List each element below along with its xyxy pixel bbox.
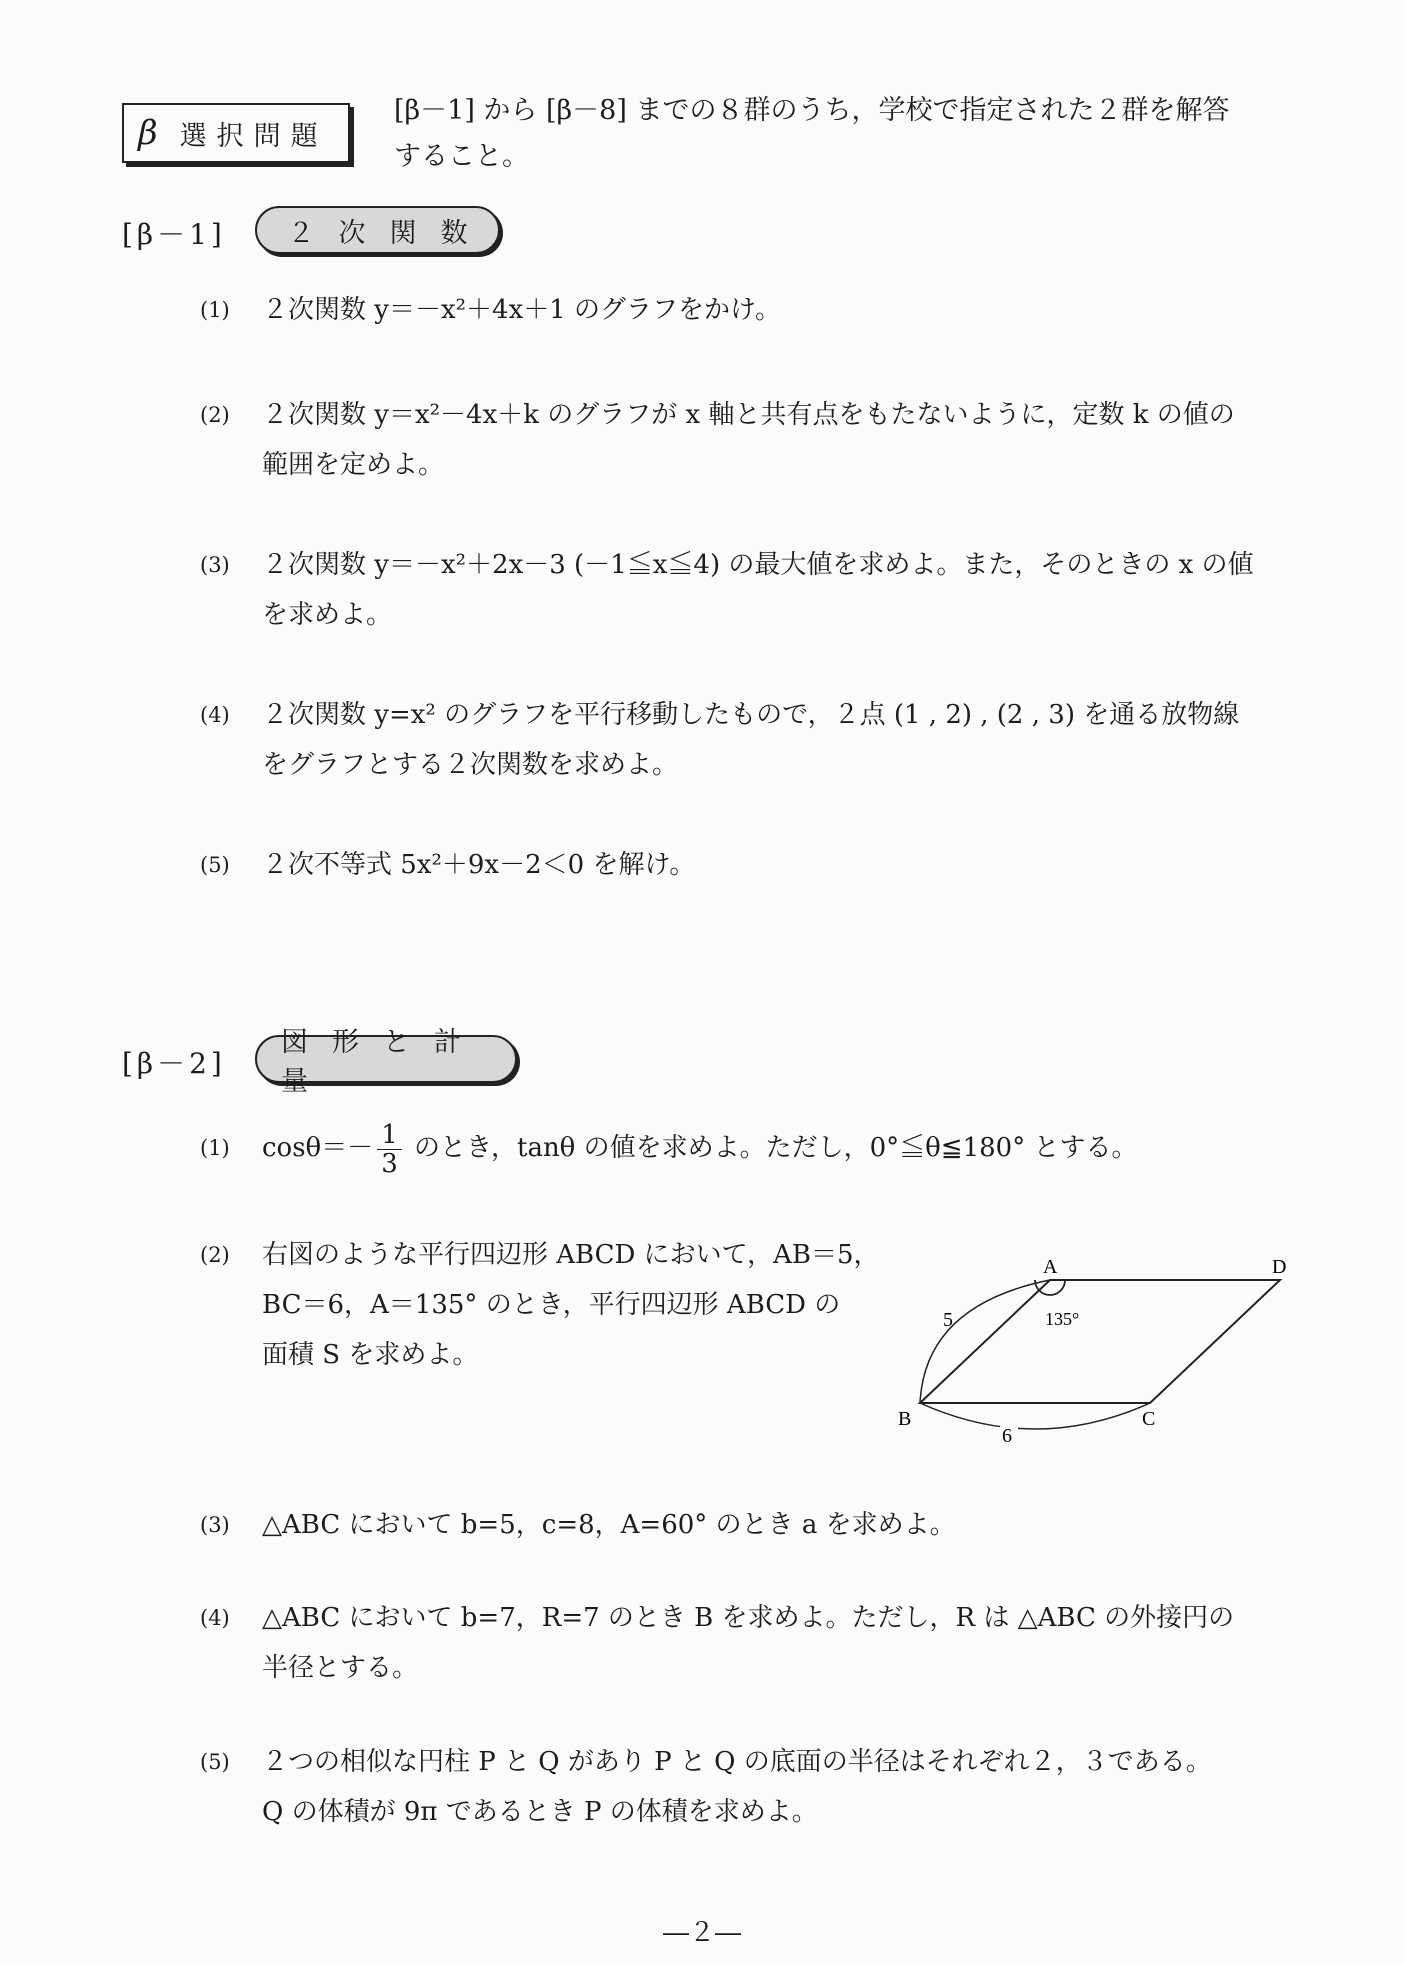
side-bc-label: 6 [1002, 1425, 1012, 1445]
question-1-3 [200, 540, 1254, 640]
question-number: (3) [200, 1513, 230, 1537]
question-number: (4) [200, 703, 230, 727]
side-bc-brace [920, 1403, 1150, 1429]
question-text: △ABC において b=7，R=7 のとき B を求めよ。ただし，R は △ABC の外接円の 半径とする。 [262, 1603, 1235, 1683]
question-1-4 [200, 690, 1239, 790]
section-2-tag: [β－2] [122, 1047, 226, 1080]
vertex-label-b: B [898, 1408, 912, 1430]
question-2-4 [200, 1593, 1234, 1693]
question-1-5 [200, 840, 695, 890]
question-text: ２次関数 y＝－x²＋2x－3 (－1≦x≦4) の最大値を求めよ。また，そのときの x の値 を求めよ。 [262, 550, 1254, 630]
parallelogram-abcd [920, 1280, 1280, 1403]
question-text: ２次関数 y＝x²－4x＋k のグラフが x 軸と共有点をもたないように，定数 k の値の 範囲を定めよ。 [262, 400, 1235, 480]
question-text: △ABC において b=5，c=8，A=60° のとき a を求めよ。 [262, 1510, 956, 1540]
question-1-2 [200, 390, 1235, 490]
parallelogram-figure [880, 1245, 1300, 1445]
question-number: (1) [200, 298, 230, 322]
question-2-3 [200, 1500, 956, 1550]
section-header-title: 選択問題 [179, 120, 328, 152]
instructions-line-1: [β－1] から [β－8] までの８群のうち，学校で指定された２群を解答 [394, 95, 1230, 126]
question-number: (5) [200, 853, 230, 877]
question-number: (2) [200, 403, 230, 427]
question-text: ２つの相似な円柱 P と Q があり P と Q の底面の半径はそれぞれ２，３である。 Q の体積が 9π であるとき P の体積を求めよ。 [262, 1747, 1212, 1827]
question-1-1 [200, 285, 781, 335]
section-2-title: 図形と計量 [255, 1035, 517, 1083]
question-text: ２次不等式 5x²＋9x－2＜0 を解け。 [262, 850, 696, 880]
question-text: ２次関数 y＝－x²＋4x＋1 のグラフをかけ。 [262, 295, 782, 325]
section-1-tag: [β－1] [122, 218, 226, 251]
instructions-line-2: すること。 [394, 141, 529, 172]
question-text: cosθ＝－ $\frac{1}{3}$ のとき，tanθ の値を求めよ。ただし，0°≦θ≦180° とする。 [262, 1119, 1138, 1179]
angle-a-label: 135° [1045, 1309, 1080, 1329]
side-ab-label: 5 [943, 1309, 953, 1331]
question-2-1 [200, 1118, 1137, 1178]
vertex-label-c: C [1142, 1408, 1156, 1430]
question-number: (5) [200, 1750, 230, 1774]
section-header-box [122, 103, 350, 163]
vertex-label-d: D [1272, 1256, 1287, 1278]
vertex-label-a: A [1043, 1256, 1058, 1278]
instructions [394, 88, 1304, 180]
question-number: (1) [200, 1136, 230, 1160]
page-number: ―２― [662, 1918, 741, 1948]
question-text: ２次関数 y=x² のグラフを平行移動したもので，２点 (1 , 2) , (2 , 3) を通る放物線 をグラフとする２次関数を求めよ。 [262, 700, 1240, 780]
question-number: (3) [200, 553, 230, 577]
question-2-5 [200, 1737, 1212, 1837]
section-1-title: ２次関数 [255, 206, 500, 254]
question-2-2 [200, 1230, 880, 1380]
fraction: $\frac{1}{3}$ [377, 1121, 402, 1178]
question-number: (4) [200, 1606, 230, 1630]
question-number: (2) [200, 1243, 230, 1267]
beta-symbol: β [138, 113, 158, 153]
question-text: 右図のような平行四辺形 ABCD において，AB＝5， BC＝6，A＝135° のとき，平行四辺形 ABCD の 面積 S を求めよ。 [262, 1240, 880, 1370]
